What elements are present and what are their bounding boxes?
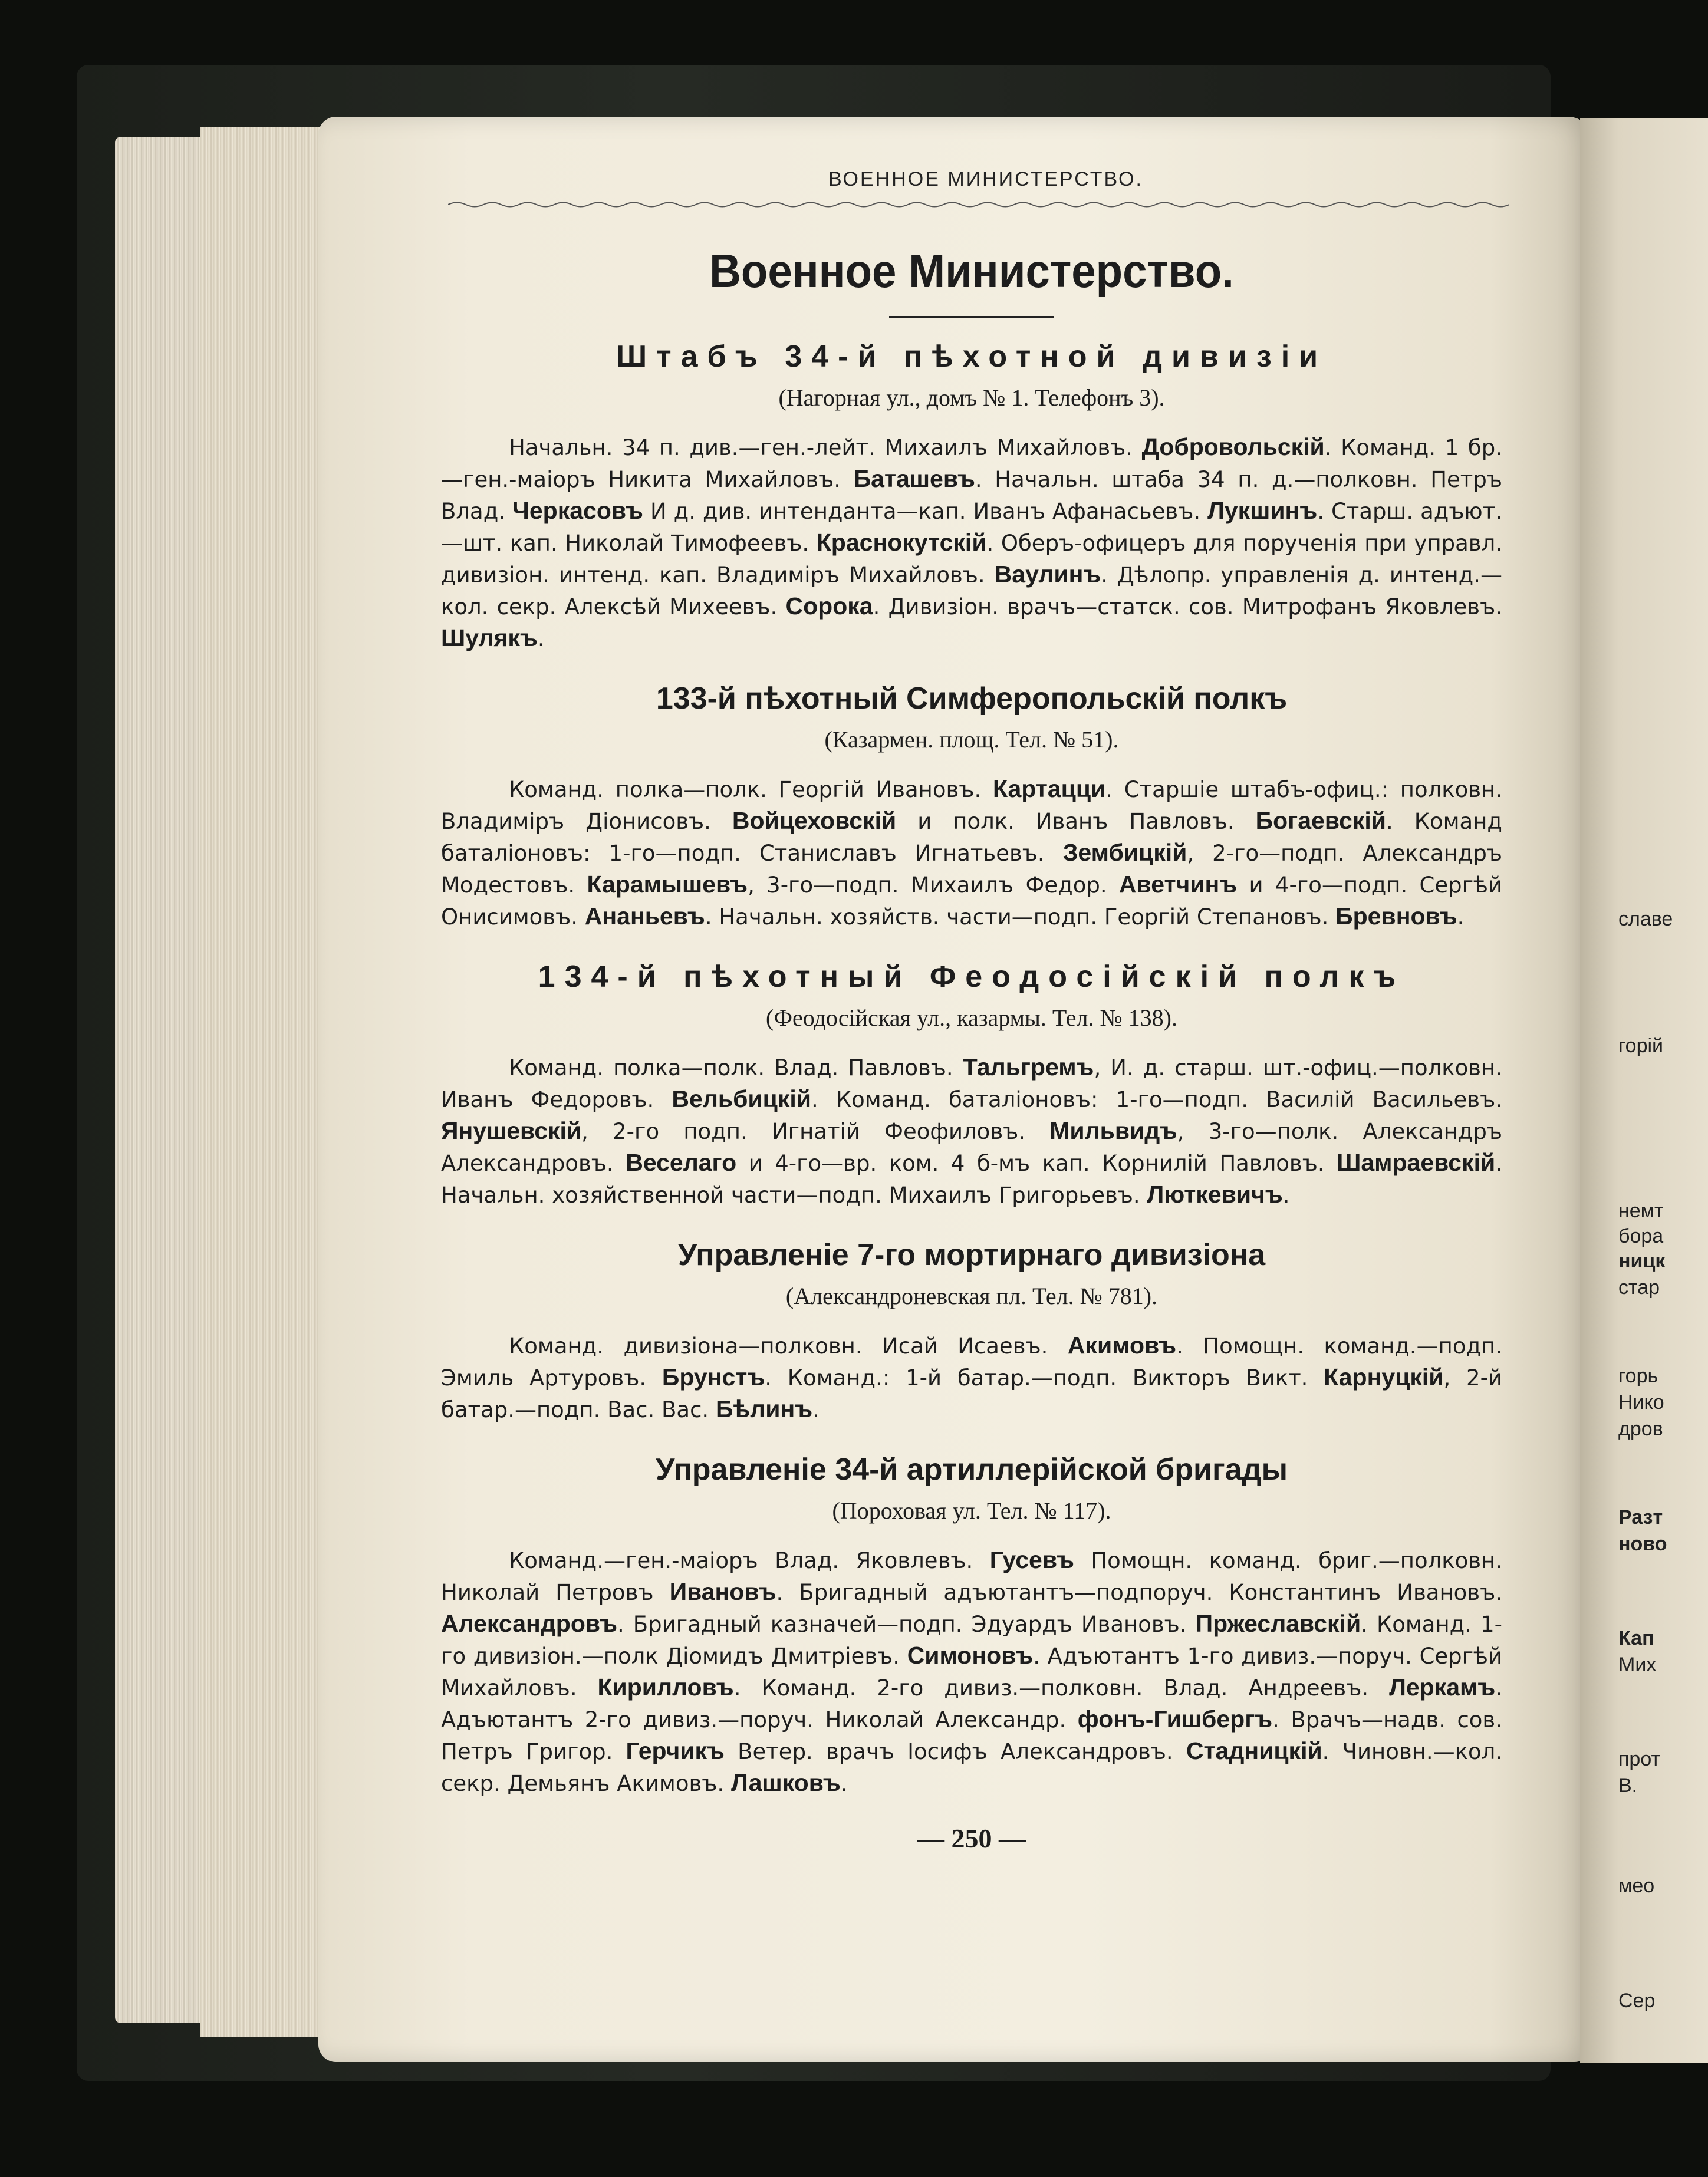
section-heading: Штабъ 34-й пѣхотной дивизіи [616, 340, 1328, 374]
surname: фонъ-Гишбергъ [1077, 1705, 1273, 1733]
facing-page-fragment: горь [1618, 1365, 1658, 1387]
text-run: Команд. дивизіона—полковн. Исай Исаевъ. [509, 1333, 1068, 1359]
facing-page-fragment: В. [1618, 1774, 1638, 1797]
surname: Черкасовъ [512, 497, 643, 524]
surname: Брунстъ [662, 1363, 765, 1391]
surname: Шулякъ [441, 624, 538, 651]
surname: Краснокутскій [816, 529, 987, 556]
text-run: . [840, 1771, 848, 1796]
text-run: . Старш. адъют.—шт. кап. Николай Тимофеевъ. [441, 499, 1502, 556]
text-run: . [1457, 904, 1465, 930]
surname: Лукшинъ [1207, 497, 1318, 524]
surname: Симоновъ [907, 1642, 1034, 1669]
section-address: (Александроневская пл. Тел. № 781). [785, 1283, 1158, 1309]
text-run: , 2-го—подп. Александръ Модестовъ. [441, 841, 1502, 898]
text-run: , 2-й батар.—подп. Вас. Вас. [441, 1365, 1502, 1422]
section-heading: Управленіе 34-й артиллерійской бригады [656, 1453, 1288, 1487]
surname: Карнуцкій [1324, 1363, 1444, 1391]
text-run: . Оберъ-офицеръ для порученія при управл. дивизіон. интенд. кап. Владиміръ Михайловъ. [441, 531, 1503, 588]
surname: Кирилловъ [597, 1674, 734, 1701]
text-run: Помощн. команд. бриг.—полковн. Николай Петровъ [441, 1548, 1502, 1605]
text-run: . Начальн. штаба 34 п. д.—полковн. Петръ Влад. [441, 467, 1502, 524]
text-run: . Врачъ—надв. сов. Петръ Григор. [441, 1707, 1502, 1764]
facing-page-fragment: ницк [1618, 1250, 1666, 1272]
surname: Бѣлинъ [715, 1395, 813, 1422]
section-heading: 134-й пѣхотный Феодосійскій полкъ [538, 960, 1406, 994]
facing-page-fragment: прот [1618, 1748, 1661, 1770]
text-run: . Начальн. хозяйств. части—подп. Георгій Степановъ. [705, 904, 1336, 930]
facing-page-fragment: горій [1618, 1035, 1664, 1057]
surname: Люткевичъ [1147, 1181, 1283, 1208]
text-run: . Чиновн.—кол. секр. Демьянъ Акимовъ. [441, 1739, 1502, 1796]
facing-page-fragment: Сер [1618, 1990, 1656, 2012]
page-number: — 250 — [917, 1823, 1026, 1853]
text-run: Команд. полка—полк. Георгій Ивановъ. [509, 777, 993, 802]
section-address: (Пороховая ул. Тел. № 117). [832, 1497, 1111, 1524]
section-paragraph [441, 1544, 1502, 1799]
surname: Акимовъ [1067, 1332, 1177, 1359]
text-run: . Начальн. хозяйственной части—подп. Михаилъ Григорьевъ. [441, 1151, 1502, 1208]
text-run: . [1282, 1183, 1290, 1208]
surname: Зембицкій [1062, 839, 1187, 866]
facing-page-fragment: стар [1618, 1276, 1660, 1299]
text-run: Команд.—ген.-маіоръ Влад. Яковлевъ. [509, 1548, 990, 1573]
surname: Ивановъ [669, 1578, 776, 1605]
page-content [441, 242, 1502, 1854]
section-paragraph [441, 432, 1502, 654]
page-stack [200, 127, 336, 2037]
text-run: . Команд. 1-го дивизіон.—полк Діомидъ Дмитріевъ. [441, 1612, 1502, 1669]
surname: Герчикъ [626, 1737, 725, 1764]
text-run: Ветер. врачъ Іосифъ Александровъ. [724, 1739, 1186, 1764]
text-run: . Старшіе штабъ-офиц.: полковн. Владиміръ Діонисовъ. [441, 777, 1502, 834]
text-run: , 3-го—подп. Михаилъ Федор. [748, 872, 1119, 898]
facing-page-fragment: ново [1618, 1533, 1667, 1555]
text-run: . Бригадный адъютантъ—подпоруч. Константинъ Ивановъ. [776, 1580, 1502, 1605]
facing-page [1580, 118, 1708, 2063]
text-run: и 4-го—подп. Сергѣй Онисимовъ. [441, 872, 1502, 930]
facing-page-fragment: Мих [1618, 1654, 1657, 1676]
section-paragraph [441, 1330, 1502, 1425]
section-address: (Нагорная ул., домъ № 1. Телефонъ 3). [778, 384, 1165, 411]
text-run: Начальн. 34 п. див.—ген.-лейт. Михаилъ Михайловъ. [509, 435, 1142, 460]
surname: Богаевскій [1255, 807, 1386, 834]
text-run: . Адъютантъ 2-го дивиз.—поруч. Николай Александр. [441, 1675, 1502, 1733]
surname: Вельбицкій [672, 1085, 811, 1112]
header-wavy-rule [448, 200, 1509, 209]
surname: Пржеславскій [1195, 1610, 1361, 1637]
title-rule [889, 316, 1054, 318]
facing-page-fragment: Кап [1618, 1627, 1654, 1649]
text-run: , 2-го подп. Игнатій Феофиловъ. [581, 1119, 1050, 1144]
text-run: . Помощн. команд.—подп. Эмиль Артуровъ. [441, 1333, 1502, 1391]
surname: Лашковъ [730, 1769, 841, 1796]
section-paragraph [441, 773, 1502, 933]
surname: Ваулинъ [994, 561, 1101, 588]
text-run: Команд. полка—полк. Влад. Павловъ. [509, 1055, 963, 1081]
text-run: . Команд.: 1-й батар.—подп. Викторъ Викт. [765, 1365, 1324, 1391]
surname: Александровъ [441, 1610, 617, 1637]
text-run: . Бригадный казначей—подп. Эдуардъ Ивановъ. [617, 1612, 1196, 1637]
text-run: И д. див. интенданта—кап. Иванъ Афанасьевъ. [643, 499, 1208, 524]
surname: Веселаго [626, 1149, 737, 1176]
text-run: . Команд. баталіоновъ: 1-го—подп. Василій Васильевъ. [811, 1087, 1503, 1112]
facing-page-fragment: Разт [1618, 1506, 1663, 1529]
surname: Леркамъ [1389, 1674, 1496, 1701]
surname: Войцеховскій [732, 807, 897, 834]
facing-page-fragment: Нико [1618, 1391, 1664, 1414]
facing-page-fragment: мео [1618, 1875, 1655, 1897]
text-run: . Дѣлопр. управленія д. интенд.—кол. секр. Алексѣй Михеевъ. [441, 562, 1502, 620]
facing-page-fragment: дров [1618, 1418, 1663, 1440]
section-heading: 133-й пѣхотный Симферопольскій полкъ [656, 681, 1288, 716]
section-address: (Казармен. площ. Тел. № 51). [824, 726, 1119, 753]
text-run: . Команд. 1 бр.—ген.-маіоръ Никита Михайловъ. [441, 435, 1502, 492]
text-run: . Адъютантъ 1-го дивиз.—поруч. Сергѣй Михайловъ. [441, 1644, 1503, 1701]
text-run: и полк. Иванъ Павловъ. [896, 809, 1256, 834]
facing-page-fragment: бора [1618, 1225, 1664, 1247]
running-header: ВОЕННОЕ МИНИСТЕРСТВО. [828, 168, 1143, 190]
text-run: . Команд. 2-го дивиз.—полковн. Влад. Андреевъ. [733, 1675, 1390, 1701]
surname: Шамраевскій [1337, 1149, 1496, 1176]
page-title: Военное Министерство. [709, 245, 1234, 297]
facing-page-fragment: немт [1618, 1200, 1664, 1222]
text-run: , И. д. старш. шт.-офиц.—полковн. Иванъ Федоровъ. [441, 1055, 1502, 1112]
surname: Карамышевъ [587, 871, 748, 898]
section-paragraph [441, 1052, 1502, 1211]
surname: Аветчинъ [1118, 871, 1238, 898]
surname: Баташевъ [853, 465, 975, 492]
surname: Картацци [992, 775, 1106, 802]
surname: Гусевъ [989, 1546, 1074, 1573]
text-run: . Команд баталіоновъ: 1-го—подп. Станиславъ Игнатьевъ. [441, 809, 1502, 866]
surname: Бревновъ [1335, 903, 1457, 930]
text-run: , 3-го—полк. Александръ Александровъ. [441, 1119, 1503, 1176]
text-run: . Дивизіон. врачъ—статск. сов. Митрофанъ Яковлевъ. [873, 594, 1502, 620]
section-address: (Феодосійская ул., казармы. Тел. № 138). [766, 1004, 1177, 1031]
text-run: . [812, 1397, 820, 1422]
surname: Тальгремъ [962, 1053, 1094, 1081]
surname: Стадницкій [1186, 1737, 1322, 1764]
section-heading: Управленіе 7-го мортирнаго дивизіона [677, 1238, 1266, 1272]
text-run: и 4-го—вр. ком. 4 б-мъ кап. Корнилій Павловъ. [736, 1151, 1337, 1176]
surname: Сорока [785, 592, 873, 620]
surname: Янушевскій [441, 1117, 582, 1144]
surname: Ананьевъ [584, 903, 705, 930]
text-run: . [537, 626, 545, 651]
sections [441, 336, 1502, 1799]
facing-page-fragment: славе [1618, 908, 1673, 930]
surname: Добровольскій [1141, 433, 1325, 460]
surname: Мильвидъ [1049, 1117, 1177, 1144]
